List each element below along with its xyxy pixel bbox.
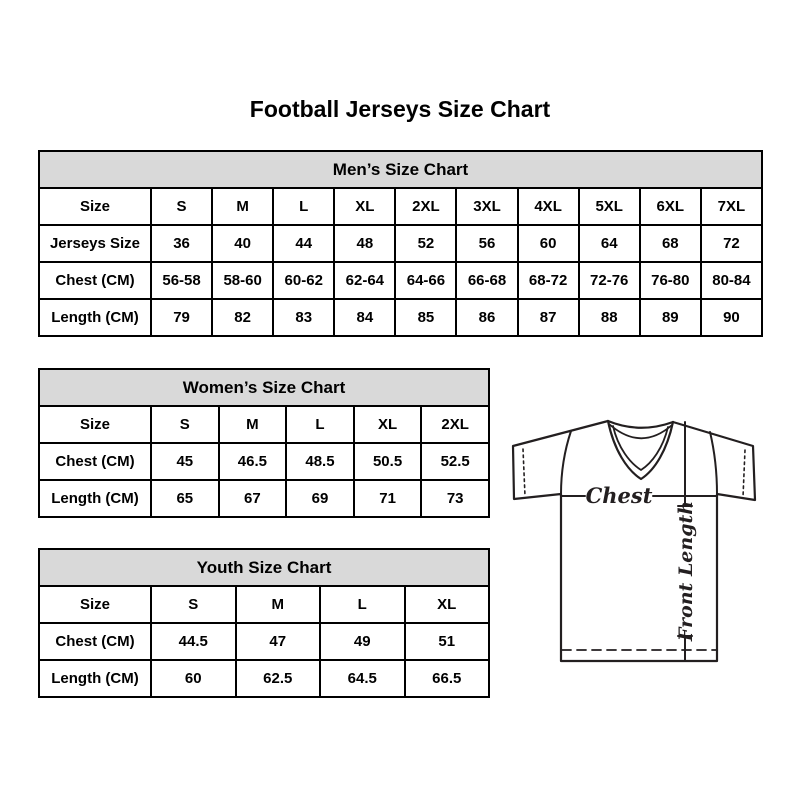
men-cell: 82 [212, 299, 273, 336]
men-cell: 86 [456, 299, 517, 336]
jersey-outline [513, 421, 755, 661]
women-cell: 48.5 [286, 443, 354, 480]
jersey-left-cuff-stitch [523, 449, 525, 496]
men-cell: 58-60 [212, 262, 273, 299]
men-cell: 60-62 [273, 262, 334, 299]
women-cell: 73 [421, 480, 489, 517]
women-cell: S [151, 406, 219, 443]
men-row-0 [39, 188, 762, 225]
men-cell: 52 [395, 225, 456, 262]
youth-cell: M [236, 586, 321, 623]
men-row-3 [39, 299, 762, 336]
men-cell: 64-66 [395, 262, 456, 299]
youth-cell: S [151, 586, 236, 623]
jersey-diagram [505, 403, 770, 688]
youth-row-label: Size [39, 586, 151, 623]
men-cell: 79 [151, 299, 212, 336]
men-cell: XL [334, 188, 395, 225]
page-title: Football Jerseys Size Chart [249, 96, 551, 122]
men-cell: 6XL [640, 188, 701, 225]
jersey-right-armhole-seam [710, 432, 717, 494]
men-table-header: Men’s Size Chart [39, 151, 762, 188]
women-cell: XL [354, 406, 422, 443]
men-cell: 84 [334, 299, 395, 336]
men-cell: 89 [640, 299, 701, 336]
men-cell: 62-64 [334, 262, 395, 299]
womens-size-table [38, 368, 490, 518]
men-cell: 68 [640, 225, 701, 262]
youth-cell: 49 [320, 623, 405, 660]
women-cell: 69 [286, 480, 354, 517]
men-row-label: Size [39, 188, 151, 225]
men-cell: 76-80 [640, 262, 701, 299]
jersey-collar-back-curve [608, 421, 673, 428]
men-cell: 56-58 [151, 262, 212, 299]
youth-cell: 66.5 [405, 660, 490, 697]
men-cell: 4XL [518, 188, 579, 225]
youth-row-0 [39, 586, 489, 623]
men-cell: 66-68 [456, 262, 517, 299]
men-cell: 44 [273, 225, 334, 262]
men-cell: 7XL [701, 188, 762, 225]
men-row-1 [39, 225, 762, 262]
men-row-label: Jerseys Size [39, 225, 151, 262]
men-cell: S [151, 188, 212, 225]
front-length-measure-label: Front Length [675, 500, 697, 642]
youth-cell: XL [405, 586, 490, 623]
women-row-2 [39, 480, 489, 517]
men-row-label: Length (CM) [39, 299, 151, 336]
men-row-2 [39, 262, 762, 299]
chest-measure-label: Chest [585, 483, 653, 508]
mens-size-table [38, 150, 763, 337]
men-cell: 48 [334, 225, 395, 262]
jersey-left-armhole-seam [561, 431, 571, 494]
men-cell: M [212, 188, 273, 225]
women-cell: M [219, 406, 287, 443]
men-row-label: Chest (CM) [39, 262, 151, 299]
men-cell: 88 [579, 299, 640, 336]
youth-cell: 44.5 [151, 623, 236, 660]
women-cell: 45 [151, 443, 219, 480]
women-row-label: Length (CM) [39, 480, 151, 517]
jersey-diagram-svg [505, 403, 770, 688]
women-row-1 [39, 443, 489, 480]
men-cell: 5XL [579, 188, 640, 225]
men-cell: 90 [701, 299, 762, 336]
women-table-header: Women’s Size Chart [39, 369, 489, 406]
youth-cell: 60 [151, 660, 236, 697]
men-cell: 85 [395, 299, 456, 336]
youth-cell: 64.5 [320, 660, 405, 697]
women-row-label: Size [39, 406, 151, 443]
women-cell: 50.5 [354, 443, 422, 480]
women-header-row [39, 369, 489, 406]
women-cell: 65 [151, 480, 219, 517]
men-header-row [39, 151, 762, 188]
youth-row-2 [39, 660, 489, 697]
women-cell: 46.5 [219, 443, 287, 480]
youth-cell: 47 [236, 623, 321, 660]
men-cell: 72-76 [579, 262, 640, 299]
youth-row-label: Chest (CM) [39, 623, 151, 660]
men-cell: 40 [212, 225, 273, 262]
men-cell: 87 [518, 299, 579, 336]
women-cell: 2XL [421, 406, 489, 443]
women-cell: 52.5 [421, 443, 489, 480]
women-cell: L [286, 406, 354, 443]
youth-header-row [39, 549, 489, 586]
women-cell: 67 [219, 480, 287, 517]
men-cell: 2XL [395, 188, 456, 225]
youth-size-table [38, 548, 490, 698]
youth-row-1 [39, 623, 489, 660]
youth-cell: L [320, 586, 405, 623]
men-cell: 72 [701, 225, 762, 262]
men-cell: 36 [151, 225, 212, 262]
men-cell: 68-72 [518, 262, 579, 299]
women-row-label: Chest (CM) [39, 443, 151, 480]
women-cell: 71 [354, 480, 422, 517]
jersey-right-cuff-stitch [743, 450, 745, 497]
men-cell: L [273, 188, 334, 225]
youth-table-header: Youth Size Chart [39, 549, 489, 586]
men-cell: 56 [456, 225, 517, 262]
youth-cell: 62.5 [236, 660, 321, 697]
men-cell: 60 [518, 225, 579, 262]
men-cell: 80-84 [701, 262, 762, 299]
youth-row-label: Length (CM) [39, 660, 151, 697]
men-cell: 3XL [456, 188, 517, 225]
women-row-0 [39, 406, 489, 443]
youth-cell: 51 [405, 623, 490, 660]
men-cell: 83 [273, 299, 334, 336]
men-cell: 64 [579, 225, 640, 262]
